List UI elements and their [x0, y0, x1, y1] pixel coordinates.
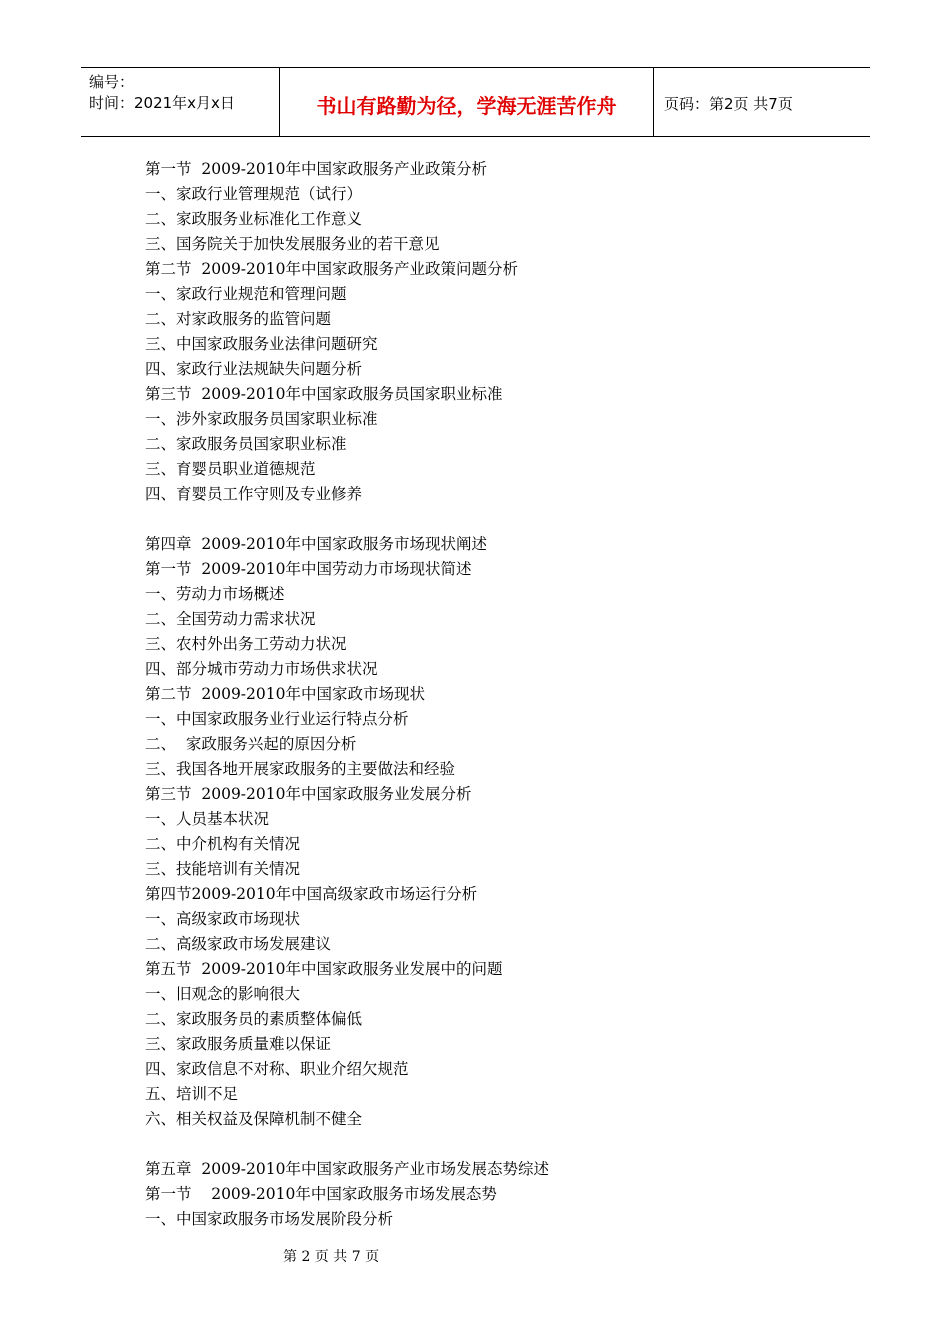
toc-line: 二、 家政服务兴起的原因分析 [145, 735, 357, 753]
page-header [81, 67, 870, 137]
toc-line: 一、高级家政市场现状 [145, 910, 301, 928]
header-motto: 书山有路勤为径，学海无涯苦作舟 [280, 68, 654, 136]
toc-line [145, 1132, 549, 1157]
toc-line [145, 507, 549, 532]
toc-line: 四、育婴员工作守则及专业修养 [145, 485, 363, 503]
toc-line: 第二节 2009-2010年中国家政服务产业政策问题分析 [145, 260, 518, 278]
toc-line: 二、中介机构有关情况 [145, 835, 301, 853]
toc-line: 三、农村外出务工劳动力状况 [145, 635, 347, 653]
toc-line: 一、劳动力市场概述 [145, 585, 285, 603]
toc-line: 二、对家政服务的监管问题 [145, 310, 332, 328]
toc-line: 第三节 2009-2010年中国家政服务员国家职业标准 [145, 385, 503, 403]
toc-line: 四、家政行业法规缺失问题分析 [145, 360, 363, 378]
toc-line: 第四章 2009-2010年中国家政服务市场现状阐述 [145, 535, 487, 553]
toc-line: 一、中国家政服务市场发展阶段分析 [145, 1210, 394, 1228]
toc-line: 一、人员基本状况 [145, 810, 270, 828]
toc-line: 第一节 2009-2010年中国家政服务市场发展态势 [145, 1185, 497, 1203]
toc-line: 三、中国家政服务业法律问题研究 [145, 335, 378, 353]
toc-line: 二、家政服务员国家职业标准 [145, 435, 347, 453]
toc-line: 二、全国劳动力需求状况 [145, 610, 316, 628]
toc-line: 三、家政服务质量难以保证 [145, 1035, 332, 1053]
toc-line: 三、我国各地开展家政服务的主要做法和经验 [145, 760, 456, 778]
toc-line: 二、家政服务业标准化工作意义 [145, 210, 363, 228]
toc-line: 第二节 2009-2010年中国家政市场现状 [145, 685, 425, 703]
document-body [145, 157, 549, 1232]
toc-line: 三、国务院关于加快发展服务业的若干意见 [145, 235, 440, 253]
toc-line: 一、家政行业管理规范（试行） [145, 185, 363, 203]
toc-line: 第五章 2009-2010年中国家政服务产业市场发展态势综述 [145, 1160, 549, 1178]
page-footer: 第 2 页 共 7 页 [283, 1249, 380, 1265]
toc-line: 第四节2009-2010年中国高级家政市场运行分析 [145, 885, 478, 903]
header-meta [81, 68, 280, 136]
toc-line: 一、涉外家政服务员国家职业标准 [145, 410, 378, 428]
document-time-label: 时间：2021年x月x日 [89, 94, 235, 112]
toc-line: 二、高级家政市场发展建议 [145, 935, 332, 953]
header-page-label: 页码：第2页 共7页 [664, 94, 793, 113]
document-number-label: 编号： [89, 73, 135, 91]
toc-line: 第五节 2009-2010年中国家政服务业发展中的问题 [145, 960, 503, 978]
toc-line: 一、中国家政服务业行业运行特点分析 [145, 710, 409, 728]
toc-line: 二、家政服务员的素质整体偏低 [145, 1010, 363, 1028]
toc-line: 第一节 2009-2010年中国劳动力市场现状简述 [145, 560, 472, 578]
toc-line: 一、旧观念的影响很大 [145, 985, 301, 1003]
toc-line: 四、家政信息不对称、职业介绍欠规范 [145, 1060, 409, 1078]
toc-line: 第一节 2009-2010年中国家政服务产业政策分析 [145, 160, 487, 178]
toc-line: 四、部分城市劳动力市场供求状况 [145, 660, 378, 678]
toc-line: 一、家政行业规范和管理问题 [145, 285, 347, 303]
toc-line: 六、相关权益及保障机制不健全 [145, 1110, 363, 1128]
toc-line: 第三节 2009-2010年中国家政服务业发展分析 [145, 785, 472, 803]
toc-line: 三、技能培训有关情况 [145, 860, 301, 878]
toc-line: 五、培训不足 [145, 1085, 239, 1103]
toc-line: 三、育婴员职业道德规范 [145, 460, 316, 478]
